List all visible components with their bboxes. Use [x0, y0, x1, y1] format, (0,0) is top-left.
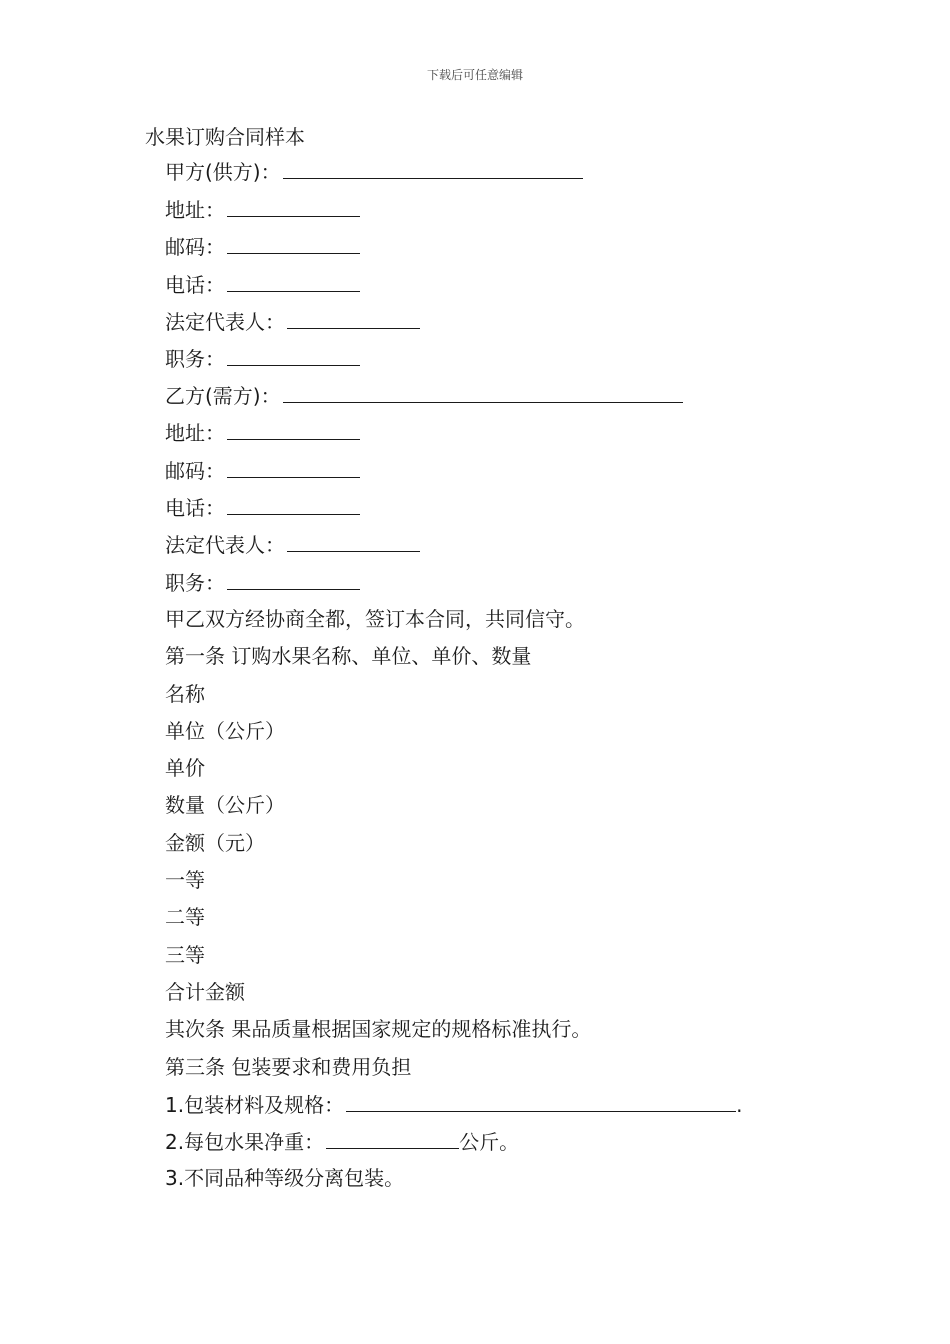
party-b-label: 乙方(需方)：: [165, 384, 281, 408]
article-2-text: 其次条 果品质量根据国家规定的规格标准执行。: [165, 1017, 592, 1041]
party-b-postcode-blank[interactable]: [227, 455, 360, 478]
party-b-postcode-line: [165, 455, 360, 486]
party-b-legal-rep-line: [165, 529, 420, 560]
net-weight-unit: 公斤。: [459, 1130, 520, 1154]
party-a-line: [165, 156, 583, 187]
article-1-item: 金额（元）: [165, 831, 265, 855]
packaging-material-label: 1.包装材料及规格：: [165, 1093, 345, 1117]
article-1-item: 数量（公斤）: [165, 793, 285, 817]
article-1-item: 一等: [165, 868, 205, 892]
party-a-address-blank[interactable]: [227, 194, 360, 217]
article-3-item-1: [165, 1089, 742, 1120]
article-1-item: 单价: [165, 756, 205, 780]
article-1-heading: 第一条 订购水果名称、单位、单价、数量: [165, 644, 532, 668]
party-a-legal-rep-line: [165, 306, 420, 337]
party-a-label: 甲方(供方)：: [165, 160, 281, 184]
article-1-item: 名称: [165, 682, 205, 706]
party-a-postcode-label: 邮码：: [165, 235, 225, 259]
article-3-item-2: [165, 1126, 519, 1157]
party-a-position-label: 职务：: [165, 347, 225, 371]
party-a-postcode-line: [165, 231, 360, 262]
article-1-item: 单位（公斤）: [165, 719, 285, 743]
party-b-legal-rep-blank[interactable]: [287, 529, 420, 552]
packaging-material-blank[interactable]: [346, 1089, 736, 1112]
party-b-position-line: [165, 567, 360, 598]
party-b-legal-rep-label: 法定代表人：: [165, 533, 285, 557]
party-b-phone-line: [165, 492, 360, 523]
agreement-text: 甲乙双方经协商全都，签订本合同，共同信守。: [165, 607, 585, 631]
party-b-address-line: [165, 417, 360, 448]
party-a-legal-rep-blank[interactable]: [287, 306, 420, 329]
party-b-address-blank[interactable]: [227, 417, 360, 440]
packaging-material-end: .: [736, 1093, 743, 1117]
net-weight-label: 2.每包水果净重：: [165, 1130, 325, 1154]
page-header: 下载后可任意编辑: [426, 68, 523, 82]
party-a-postcode-blank[interactable]: [227, 231, 360, 254]
party-a-position-blank[interactable]: [227, 343, 360, 366]
article-1-item: 合计金额: [165, 980, 245, 1004]
article-1-item: 三等: [165, 943, 205, 967]
net-weight-blank[interactable]: [326, 1126, 459, 1149]
party-a-phone-line: [165, 269, 360, 300]
article-1-item: 二等: [165, 905, 205, 929]
party-b-position-label: 职务：: [165, 571, 225, 595]
party-a-phone-blank[interactable]: [227, 269, 360, 292]
article-3-heading: 第三条 包装要求和费用负担: [165, 1055, 412, 1079]
party-b-phone-blank[interactable]: [227, 492, 360, 515]
party-a-address-line: [165, 194, 360, 225]
party-a-position-line: [165, 343, 360, 374]
party-a-phone-label: 电话：: [165, 273, 225, 297]
party-b-line: [165, 380, 683, 411]
party-b-postcode-label: 邮码：: [165, 459, 225, 483]
party-b-position-blank[interactable]: [227, 567, 360, 590]
party-b-phone-label: 电话：: [165, 496, 225, 520]
document-title: 水果订购合同样本: [145, 125, 305, 149]
party-a-address-label: 地址：: [165, 198, 225, 222]
party-a-blank[interactable]: [283, 156, 583, 179]
article-3-item-3: 3.不同品种等级分离包装。: [165, 1166, 405, 1190]
party-b-address-label: 地址：: [165, 421, 225, 445]
party-a-legal-rep-label: 法定代表人：: [165, 310, 285, 334]
party-b-blank[interactable]: [283, 380, 683, 403]
